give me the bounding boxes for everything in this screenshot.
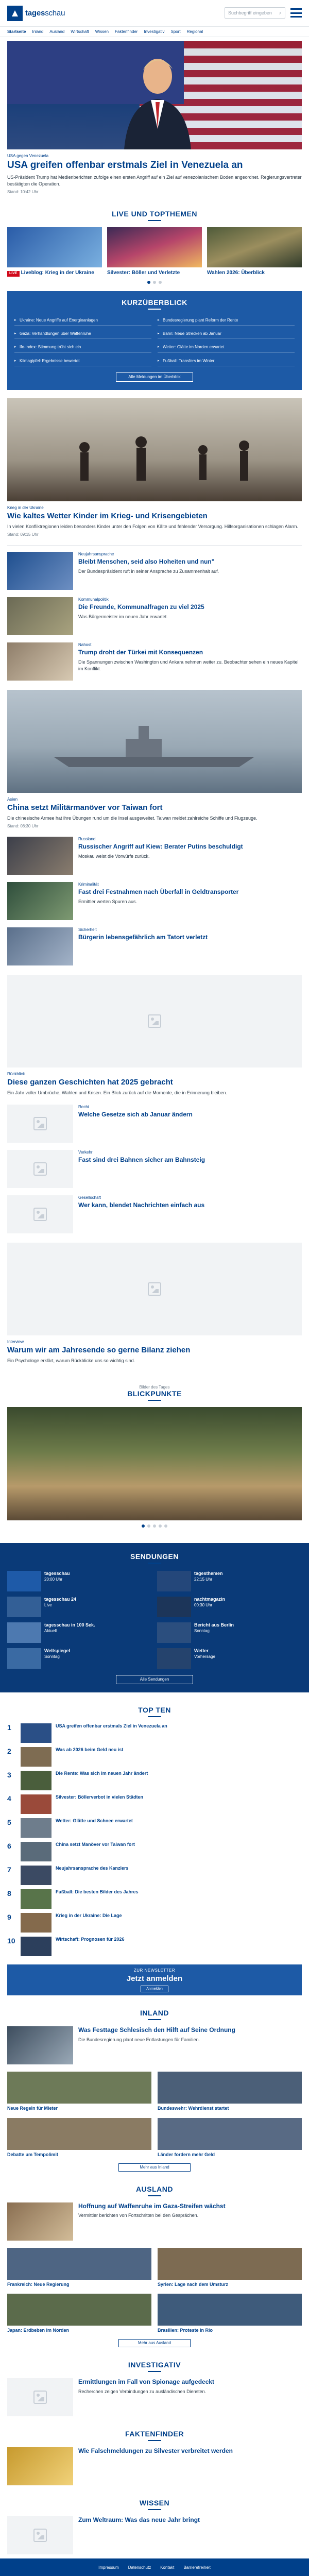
carousel-dots[interactable] (0, 281, 309, 284)
footer-link[interactable]: Barrierefreiheit (183, 2565, 211, 2570)
article-thumb (7, 642, 73, 681)
live-card[interactable]: LIVE Liveblog: Krieg in der Ukraine (7, 227, 102, 277)
logo-icon (7, 6, 23, 21)
image-placeholder-icon (33, 1162, 47, 1176)
article-headline[interactable]: Warum wir am Jahresende so gerne Bilanz ziehen (7, 1346, 191, 1355)
menu-icon[interactable] (290, 8, 302, 18)
teaser-card[interactable]: Frankreich: Neue Regierung (7, 2248, 151, 2288)
nav-item[interactable]: Wirtschaft (71, 29, 89, 34)
sendung-item[interactable]: tagesschau in 100 Sek. Aktuell (7, 1622, 152, 1643)
article-image[interactable] (7, 398, 302, 501)
article-row[interactable]: Verkehr Fast sind drei Bahnen sicher am Bahnsteig (0, 1150, 309, 1188)
kurz-item[interactable]: ▸ Wetter: Glätte im Norden erwartet (158, 343, 295, 352)
sendungen-box: SENDUNGEN tagesschau 20:00 Uhr tagesthemen 22:15 Uhr tagesschau 24 Live nachtmagazin 00:30 Uhr tagesschau in 100 Sek. Aktuell Bericht aus Berlin Sonntag Weltspiegel Sonntag Wetter Vorhersage Alle Sendungen (0, 1543, 309, 1692)
sendung-item[interactable]: Weltspiegel Sonntag (7, 1648, 152, 1669)
live-card[interactable]: Wahlen 2026: Überblick (207, 227, 302, 277)
article-thumb (7, 1195, 73, 1233)
article-row[interactable]: Was Festtage Schlesisch den Hilft auf Seine Ordnung Die Bundesregierung plant neue Entlastungen für Familien. (0, 2026, 309, 2064)
newsletter-button[interactable]: Anmelden (141, 1986, 168, 1992)
article-thumb (7, 837, 73, 875)
topten-item[interactable]: 6 China setzt Manöver vor Taiwan fort (7, 1842, 302, 1861)
teaser-card[interactable]: Länder fordern mehr Geld (158, 2118, 302, 2158)
topten-item[interactable]: 3 Die Rente: Was sich im neuen Jahr ändert (7, 1771, 302, 1790)
sendungen-more-button[interactable]: Alle Sendungen (116, 1675, 193, 1684)
teaser-card[interactable]: Syrien: Lage nach dem Umsturz (158, 2248, 302, 2288)
kurz-item[interactable]: ▸ Bahn: Neue Strecken ab Januar (158, 329, 295, 339)
article-row[interactable]: Recht Welche Gesetze sich ab Januar ändern (0, 1105, 309, 1143)
section-title-faktenfinder: FAKTENFINDER (0, 2430, 309, 2441)
topten-item[interactable]: 7 Neujahrsansprache des Kanzlers (7, 1866, 302, 1885)
article-row[interactable]: Wie Falschmeldungen zu Silvester verbreitet werden (0, 2447, 309, 2485)
kurz-item[interactable]: ▸ Ifo-Index: Stimmung trübt sich ein (14, 343, 151, 352)
live-card-image (207, 227, 302, 267)
topten-item[interactable]: 8 Fußball: Die besten Bilder des Jahres (7, 1889, 302, 1909)
section-title-investigativ: INVESTIGATIV (0, 2361, 309, 2372)
article-row[interactable]: Zum Weltraum: Was das neue Jahr bringt (0, 2516, 309, 2554)
section-title-topten: TOP TEN (0, 1706, 309, 1717)
article-headline[interactable]: Diese ganzen Geschichten hat 2025 gebracht (7, 1078, 173, 1087)
hero-headline[interactable]: USA greifen offenbar erstmals Ziel in Venezuela an (7, 160, 243, 171)
image-placeholder-icon (148, 1014, 161, 1028)
article-image[interactable] (7, 1243, 302, 1335)
sendung-item[interactable]: tagesthemen 22:15 Uhr (157, 1571, 302, 1591)
footer-link[interactable]: Datenschutz (128, 2565, 151, 2570)
sendung-item[interactable]: tagesschau 24 Live (7, 1597, 152, 1617)
section-title-ausland: AUSLAND (0, 2185, 309, 2196)
image-placeholder-icon (33, 2391, 47, 2404)
live-card[interactable]: Silvester: Böller und Verletzte (107, 227, 202, 277)
teaser-card[interactable]: Neue Regeln für Mieter (7, 2072, 151, 2112)
section-title-inland: INLAND (0, 2009, 309, 2020)
main-nav (0, 27, 309, 37)
article-row[interactable]: Nahost Trump droht der Türkei mit Konsequenzen Die Spannungen zwischen Washington und Ankara nehmen weiter zu. Beobachter sehen ein neues Kapitel im Konflikt. (0, 642, 309, 681)
article-thumb (7, 882, 73, 920)
gallery-dots[interactable] (0, 1524, 309, 1528)
topten-item[interactable]: 2 Was ab 2026 beim Geld neu ist (7, 1747, 302, 1767)
nav-item[interactable]: Regional (186, 29, 203, 34)
search-input[interactable]: Suchbegriff eingeben ⌕ (225, 7, 285, 19)
hero-text: USA gegen Venezuela USA greifen offenbar erstmals Ziel in Venezuela an US-Präsident Trump hat Medienberichten zufolge einen ersten Angriff auf ein Ziel auf venezolanischem Boden angeordnet. Regierungsvertreter bestätigten die Operation. Stand: 10:42 Uhr (7, 154, 302, 194)
live-card-image (7, 227, 102, 267)
nav-item[interactable]: Faktenfinder (114, 29, 138, 34)
article-headline[interactable]: Wie kaltes Wetter Kinder im Krieg- und Krisengebieten (7, 512, 208, 521)
kurz-item[interactable]: ▸ Gaza: Verhandlungen über Waffenruhe (14, 329, 151, 339)
teaser-card[interactable]: Japan: Erdbeben im Norden (7, 2294, 151, 2334)
article-row[interactable]: Ermittlungen im Fall von Spionage aufgedeckt Recherchen zeigen Verbindungen zu ausländischen Diensten. (0, 2378, 309, 2416)
ausland-more-button[interactable]: Mehr aus Ausland (118, 2339, 191, 2347)
article-thumb (7, 552, 73, 590)
kurz-item[interactable]: ▸ Bundesregierung plant Reform der Rente (158, 316, 295, 326)
topten-item[interactable]: 1 USA greifen offenbar erstmals Ziel in Venezuela an (7, 1723, 302, 1743)
article-thumb (7, 1105, 73, 1143)
nav-item[interactable]: Wissen (95, 29, 109, 34)
kurz-item[interactable]: ▸ Ukraine: Neue Angriffe auf Energieanlagen (14, 316, 151, 326)
article-row[interactable]: Gesellschaft Wer kann, blendet Nachrichten einfach aus (0, 1195, 309, 1233)
logo[interactable]: tagesschau (7, 6, 65, 21)
section-title-blickpunkte: BLICKPUNKTE (0, 1389, 309, 1401)
section-title-live: LIVE UND TOPTHEMEN (0, 210, 309, 221)
nav-item[interactable]: Investigativ (144, 29, 165, 34)
footer-link[interactable]: Kontakt (160, 2565, 175, 2570)
article-headline[interactable]: China setzt Militärmanöver vor Taiwan fort (7, 803, 163, 812)
image-placeholder-icon (33, 2529, 47, 2542)
footer (0, 2558, 309, 2576)
image-placeholder-icon (33, 1208, 47, 1221)
footer-link[interactable]: Impressum (98, 2565, 119, 2570)
image-placeholder-icon (148, 1282, 161, 1296)
teaser-card[interactable]: Brasilien: Proteste in Rio (158, 2294, 302, 2334)
article-thumb (7, 1150, 73, 1188)
topten-item[interactable]: 10 Wirtschaft: Prognosen für 2026 (7, 1937, 302, 1956)
newsletter-banner: ZUR NEWSLETTER Jetzt anmelden Anmelden (7, 1964, 302, 1995)
nav-item[interactable]: Ausland (49, 29, 65, 34)
sendung-item[interactable]: tagesschau 20:00 Uhr (7, 1571, 152, 1591)
live-card-image (107, 227, 202, 267)
topten-item[interactable]: 4 Silvester: Böllerverbot in vielen Städten (7, 1794, 302, 1814)
nav-item[interactable]: Sport (170, 29, 181, 34)
nav-item[interactable]: Startseite (7, 29, 26, 34)
kurzueberblick-box: KURZÜBERBLICK ▸ Ukraine: Neue Angriffe auf Energieanlagen ▸ Bundesregierung plant Reform der Rente ▸ Gaza: Verhandlungen über Waffenruhe ▸ Bahn: Neue Strecken ab Januar ▸ Ifo-Index: Stimmung trübt sich ein ▸ Wetter: Glätte im Norden erwartet ▸ Klimagipfel: Ergebnisse bewertet ▸ Fußball: Transfers im Winter Alle Meldungen im Überblick (7, 291, 302, 391)
kurz-item[interactable]: ▸ Klimagipfel: Ergebnisse bewertet (14, 357, 151, 366)
sendung-item[interactable]: Bericht aus Berlin Sonntag (157, 1622, 302, 1643)
inland-more-button[interactable]: Mehr aus Inland (118, 2163, 191, 2172)
teaser-card[interactable]: Debatte um Tempolimit (7, 2118, 151, 2158)
article-thumb (7, 927, 73, 965)
article-image[interactable] (7, 975, 302, 1067)
kurz-item[interactable]: ▸ Fußball: Transfers im Winter (158, 357, 295, 366)
article-row[interactable]: Sicherheit Bürgerin lebensgefährlich am Tatort verletzt (0, 927, 309, 965)
teaser-card[interactable]: Bundeswehr: Wehrdienst startet (158, 2072, 302, 2112)
article-row[interactable]: Hoffnung auf Waffenruhe im Gaza-Streifen wächst Vermittler berichten von Fortschritten bei den Gesprächen. (0, 2202, 309, 2241)
article-row[interactable]: Kriminalität Fast drei Festnahmen nach Überfall in Geldtransporter Ermittler werten Spuren aus. (0, 882, 309, 920)
topten-item[interactable]: 5 Wetter: Glätte und Schnee erwartet (7, 1818, 302, 1838)
image-placeholder-icon (33, 1117, 47, 1130)
kurz-more-button[interactable]: Alle Meldungen im Überblick (116, 372, 193, 382)
topten-item[interactable]: 9 Krieg in der Ukraine: Die Lage (7, 1913, 302, 1933)
article-thumb (7, 597, 73, 635)
article-image[interactable] (7, 690, 302, 793)
site-header (0, 0, 309, 27)
gallery-image[interactable] (7, 1407, 302, 1520)
sendung-item[interactable]: nachtmagazin 00:30 Uhr (157, 1597, 302, 1617)
sendung-item[interactable]: Wetter Vorhersage (157, 1648, 302, 1669)
nav-item[interactable]: Inland (32, 29, 44, 34)
article-row[interactable]: Neujahrsansprache Bleibt Menschen, seid also Hoheiten und nun" Der Bundespräsident ruft in seiner Ansprache zu Zusammenhalt auf. (0, 552, 309, 590)
article-row[interactable]: Kommunalpolitik Die Freunde, Kommunalfragen zu viel 2025 Was Bürgermeister im neuen Jahr erwartet. (0, 597, 309, 635)
section-title-wissen: WISSEN (0, 2499, 309, 2510)
hero-image[interactable] (7, 41, 302, 149)
article-row[interactable]: Russland Russischer Angriff auf Kiew: Berater Putins beschuldigt Moskau weist die Vorwürfe zurück. (0, 837, 309, 875)
search-icon: ⌕ (279, 10, 282, 15)
